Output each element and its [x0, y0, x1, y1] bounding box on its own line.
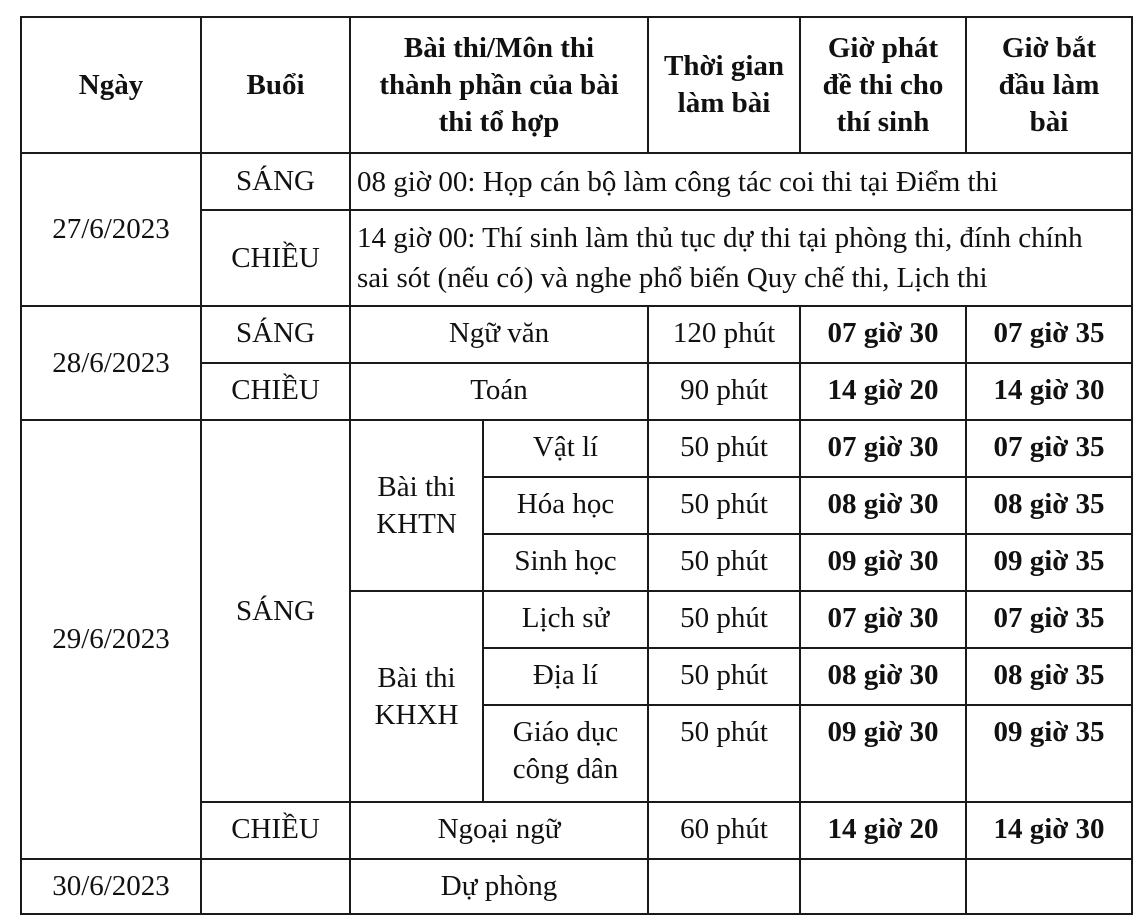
table-row [21, 153, 1132, 210]
distribute-time-cell: 08 giờ 30 [800, 477, 966, 534]
exam-schedule [20, 16, 1133, 915]
subject-cell: Ngoại ngữ [350, 802, 648, 859]
distribute-time-cell: 09 giờ 30 [800, 705, 966, 802]
date-cell: 30/6/2023 [21, 859, 201, 914]
duration-cell: 60 phút [648, 802, 800, 859]
session-cell [201, 859, 350, 914]
start-time-cell: 07 giờ 35 [966, 306, 1132, 363]
session-cell: CHIỀU [201, 802, 350, 859]
distribute-time-cell: 08 giờ 30 [800, 648, 966, 705]
session-cell: SÁNG [201, 420, 350, 802]
start-time-cell: 08 giờ 35 [966, 648, 1132, 705]
table-row [21, 306, 1132, 363]
subject-cell: Sinh học [483, 534, 648, 591]
duration-cell: 90 phút [648, 363, 800, 420]
header-distribute-time: Giờ phát đề thi cho thí sinh [800, 17, 966, 153]
distribute-time-cell: 07 giờ 30 [800, 591, 966, 648]
date-cell: 28/6/2023 [21, 306, 201, 420]
duration-cell: 50 phút [648, 591, 800, 648]
start-time-cell: 07 giờ 35 [966, 420, 1132, 477]
table-row [21, 420, 1132, 477]
duration-cell: 50 phút [648, 534, 800, 591]
start-time-cell [966, 859, 1132, 914]
distribute-time-cell: 07 giờ 30 [800, 420, 966, 477]
session-cell: CHIỀU [201, 363, 350, 420]
combined-exam-khtn: Bài thi KHTN [350, 420, 483, 591]
subject-cell: Hóa học [483, 477, 648, 534]
subject-cell: Ngữ văn [350, 306, 648, 363]
duration-cell: 50 phút [648, 420, 800, 477]
start-time-cell: 14 giờ 30 [966, 363, 1132, 420]
distribute-time-cell: 14 giờ 20 [800, 363, 966, 420]
subject-cell: Vật lí [483, 420, 648, 477]
header-row [21, 17, 1132, 153]
date-cell: 27/6/2023 [21, 153, 201, 306]
exam-schedule-table [20, 16, 1133, 915]
session-cell: CHIỀU [201, 210, 350, 306]
subject-cell: Lịch sử [483, 591, 648, 648]
date-cell: 29/6/2023 [21, 420, 201, 859]
distribute-time-cell: 14 giờ 20 [800, 802, 966, 859]
header-duration: Thời gian làm bài [648, 17, 800, 153]
subject-cell: Giáo dục công dân [483, 705, 648, 802]
duration-cell: 120 phút [648, 306, 800, 363]
start-time-cell: 09 giờ 35 [966, 705, 1132, 802]
duration-cell [648, 859, 800, 914]
duration-cell: 50 phút [648, 477, 800, 534]
start-time-cell: 08 giờ 35 [966, 477, 1132, 534]
header-session: Buổi [201, 17, 350, 153]
subject-cell: Dự phòng [350, 859, 648, 914]
distribute-time-cell: 09 giờ 30 [800, 534, 966, 591]
combined-exam-khxh: Bài thi KHXH [350, 591, 483, 802]
start-time-cell: 07 giờ 35 [966, 591, 1132, 648]
session-cell: SÁNG [201, 153, 350, 210]
note-cell: 14 giờ 00: Thí sinh làm thủ tục dự thi tại phòng thi, đính chính sai sót (nếu có) và nghe phổ biến Quy chế thi, Lịch thi [350, 210, 1132, 306]
distribute-time-cell [800, 859, 966, 914]
subject-cell: Toán [350, 363, 648, 420]
header-start-time: Giờ bắt đầu làm bài [966, 17, 1132, 153]
start-time-cell: 09 giờ 35 [966, 534, 1132, 591]
duration-cell: 50 phút [648, 705, 800, 802]
subject-cell: Địa lí [483, 648, 648, 705]
session-cell: SÁNG [201, 306, 350, 363]
duration-cell: 50 phút [648, 648, 800, 705]
table-row [21, 859, 1132, 914]
header-date: Ngày [21, 17, 201, 153]
start-time-cell: 14 giờ 30 [966, 802, 1132, 859]
distribute-time-cell: 07 giờ 30 [800, 306, 966, 363]
header-subject: Bài thi/Môn thi thành phần của bài thi tổ hợp [350, 17, 648, 153]
note-cell: 08 giờ 00: Họp cán bộ làm công tác coi thi tại Điểm thi [350, 153, 1132, 210]
